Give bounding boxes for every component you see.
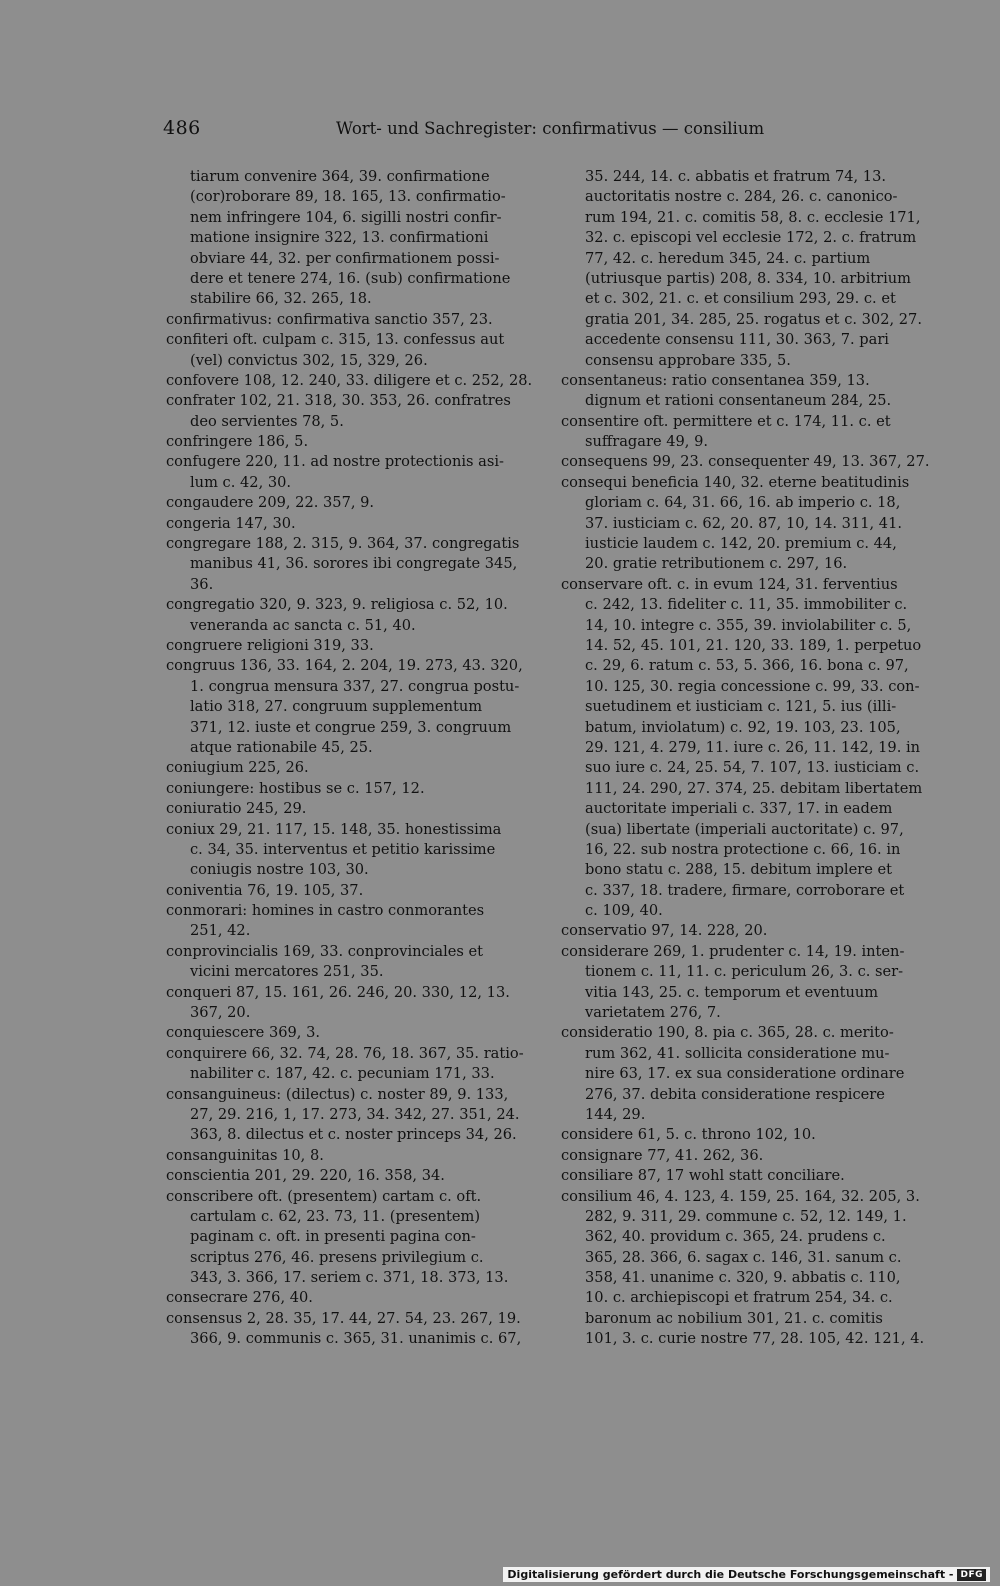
running-title: Wort- und Sachregister: confirmativus — consilium xyxy=(336,119,765,138)
index-continuation-line: atque rationabile 45, 25. xyxy=(190,738,373,756)
index-entry-line: consequi beneficia 140, 32. eterne beatitudinis xyxy=(561,473,910,491)
index-continuation-line: 10. c. archiepiscopi et fratrum 254, 34. c. xyxy=(585,1289,893,1307)
index-continuation-line: 37. iusticiam c. 62, 20. 87, 10, 14. 311, 41. xyxy=(585,514,902,532)
footer-text: Digitalisierung gefördert durch die Deutsche Forschungsgemeinschaft - xyxy=(507,1568,954,1581)
index-continuation-line: accedente consensu 111, 30. 363, 7. pari xyxy=(585,331,889,349)
index-continuation-line: 77, 42. c. heredum 345, 24. c. partium xyxy=(585,249,871,267)
index-continuation-line: tionem c. 11, 11. c. periculum 26, 3. c. ser- xyxy=(585,963,904,981)
index-entry-line: coniventia 76, 19. 105, 37. xyxy=(166,881,364,899)
index-continuation-line: c. 337, 18. tradere, firmare, corroborare et xyxy=(585,881,905,899)
index-continuation-line: nem infringere 104, 6. sigilli nostri confir- xyxy=(190,208,502,226)
index-continuation-line: consensu approbare 335, 5. xyxy=(585,351,791,369)
index-continuation-line: dere et tenere 274, 16. (sub) confirmatione xyxy=(190,269,511,287)
index-continuation-line: 20. gratie retributionem c. 297, 16. xyxy=(585,555,848,573)
index-continuation-line: auctoritatis nostre c. 284, 26. c. canonico- xyxy=(585,188,898,206)
index-entry-line: coniuratio 245, 29. xyxy=(166,800,307,818)
index-entry-line: conprovincialis 169, 33. conprovinciales et xyxy=(166,942,484,960)
index-continuation-line: 358, 41. unanime c. 320, 9. abbatis c. 110, xyxy=(585,1269,901,1287)
index-continuation-line: bono statu c. 288, 15. debitum implere et xyxy=(585,861,892,879)
index-continuation-line: vitia 143, 25. c. temporum et eventuum xyxy=(585,983,879,1001)
index-entry-line: confrater 102, 21. 318, 30. 353, 26. confratres xyxy=(166,392,511,410)
digitization-footer xyxy=(503,1567,990,1582)
index-entry-line: conservatio 97, 14. 228, 20. xyxy=(561,922,768,940)
index-entry-line: congregare 188, 2. 315, 9. 364, 37. congregatis xyxy=(166,535,520,553)
index-continuation-line: (vel) convictus 302, 15, 329, 26. xyxy=(190,351,428,369)
index-continuation-line: nire 63, 17. ex sua consideratione ordinare xyxy=(585,1065,905,1083)
index-continuation-line: cartulam c. 62, 23. 73, 11. (presentem) xyxy=(190,1207,481,1225)
dfg-logo: DFG xyxy=(957,1569,986,1581)
index-continuation-line: (utriusque partis) 208, 8. 334, 10. arbitrium xyxy=(585,269,911,287)
index-continuation-line: 36. xyxy=(190,575,214,593)
index-entry-line: consentaneus: ratio consentanea 359, 13. xyxy=(561,371,870,389)
index-column-left xyxy=(166,167,538,1350)
index-entry-line: congeria 147, 30. xyxy=(166,514,296,532)
index-continuation-line: 32. c. episcopi vel ecclesie 172, 2. c. fratrum xyxy=(585,229,917,247)
index-continuation-line: 144, 29. xyxy=(585,1105,646,1123)
index-entry-line: consilium 46, 4. 123, 4. 159, 25. 164, 32. 205, 3. xyxy=(561,1187,920,1205)
index-entry-line: conquirere 66, 32. 74, 28. 76, 18. 367, 35. ratio- xyxy=(166,1044,524,1062)
index-continuation-line: 111, 24. 290, 27. 374, 25. debitam libertatem xyxy=(585,779,923,797)
index-entry-line: conquiescere 369, 3. xyxy=(166,1024,321,1042)
index-continuation-line: stabilire 66, 32. 265, 18. xyxy=(190,290,372,308)
index-entry-line: congregatio 320, 9. 323, 9. religiosa c. 52, 10. xyxy=(166,596,508,614)
index-continuation-line: 367, 20. xyxy=(190,1004,251,1022)
index-continuation-line: veneranda ac sancta c. 51, 40. xyxy=(190,616,416,634)
index-entry-line: conmorari: homines in castro conmorantes xyxy=(166,902,485,920)
index-entry-line: consideratio 190, 8. pia c. 365, 28. c. merito- xyxy=(561,1024,894,1042)
index-continuation-line: 35. 244, 14. c. abbatis et fratrum 74, 13. xyxy=(585,168,887,185)
index-continuation-line: baronum ac nobilium 301, 21. c. comitis xyxy=(585,1309,883,1327)
index-entry-line: confugere 220, 11. ad nostre protectionis asi- xyxy=(166,453,504,471)
index-continuation-line: matione insignire 322, 13. confirmationi xyxy=(190,229,489,247)
index-entry-line: consecrare 276, 40. xyxy=(166,1289,313,1307)
index-continuation-line: 14, 10. integre c. 355, 39. inviolabiliter c. 5, xyxy=(585,616,912,634)
index-continuation-line: gloriam c. 64, 31. 66, 16. ab imperio c. 18, xyxy=(585,494,901,512)
index-column-right xyxy=(561,167,934,1350)
index-continuation-line: rum 362, 41. sollicita consideratione mu- xyxy=(585,1044,890,1062)
index-continuation-line: varietatem 276, 7. xyxy=(585,1004,721,1022)
index-entry-line: consensus 2, 28. 35, 17. 44, 27. 54, 23. 267, 19. xyxy=(166,1309,521,1327)
index-continuation-line: 371, 12. iuste et congrue 259, 3. congruum xyxy=(190,718,512,736)
index-continuation-line: suffragare 49, 9. xyxy=(585,433,708,451)
index-continuation-line: 343, 3. 366, 17. seriem c. 371, 18. 373, 13. xyxy=(190,1269,509,1287)
index-continuation-line: gratia 201, 34. 285, 25. rogatus et c. 302, 27. xyxy=(585,310,922,328)
index-continuation-line: tiarum convenire 364, 39. confirmatione xyxy=(190,168,490,185)
index-continuation-line: 14. 52, 45. 101, 21. 120, 33. 189, 1. perpetuo xyxy=(585,636,922,654)
index-continuation-line: suo iure c. 24, 25. 54, 7. 107, 13. iusticiam c. xyxy=(585,759,920,777)
index-continuation-line: auctoritate imperiali c. 337, 17. in eadem xyxy=(585,800,893,818)
index-entry-line: coniungere: hostibus se c. 157, 12. xyxy=(166,779,425,797)
index-continuation-line: 27, 29. 216, 1, 17. 273, 34. 342, 27. 351, 24. xyxy=(190,1105,520,1123)
index-entry-line: conscientia 201, 29. 220, 16. 358, 34. xyxy=(166,1167,445,1185)
index-continuation-line: lum c. 42, 30. xyxy=(190,473,292,491)
index-continuation-line: 366, 9. communis c. 365, 31. unanimis c. 67, xyxy=(190,1330,522,1348)
index-continuation-line: et c. 302, 21. c. et consilium 293, 29. c. et xyxy=(585,290,896,308)
index-continuation-line: coniugis nostre 103, 30. xyxy=(190,861,369,879)
index-continuation-line: c. 242, 13. fideliter c. 11, 35. immobiliter c. xyxy=(585,596,908,614)
index-entry-line: congruus 136, 33. 164, 2. 204, 19. 273, 43. 320, xyxy=(166,657,523,675)
index-continuation-line: 251, 42. xyxy=(190,922,251,940)
index-entry-line: consequens 99, 23. consequenter 49, 13. 367, 27. xyxy=(561,453,930,471)
index-entry-line: coniux 29, 21. 117, 15. 148, 35. honestissima xyxy=(166,820,502,838)
index-continuation-line: nabiliter c. 187, 42. c. pecuniam 171, 33. xyxy=(190,1065,495,1083)
index-continuation-line: (sua) libertate (imperiali auctoritate) c. 97, xyxy=(585,820,904,838)
index-continuation-line: paginam c. oft. in presenti pagina con- xyxy=(190,1228,476,1246)
index-entry-line: consentire oft. permittere et c. 174, 11. c. et xyxy=(561,412,891,430)
index-entry-line: confovere 108, 12. 240, 33. diligere et c. 252, 28. xyxy=(166,371,533,389)
index-entry-line: considere 61, 5. c. throno 102, 10. xyxy=(561,1126,816,1144)
index-continuation-line: 363, 8. dilectus et c. noster princeps 34, 26. xyxy=(190,1126,517,1144)
index-continuation-line: dignum et rationi consentaneum 284, 25. xyxy=(585,392,892,410)
index-continuation-line: 101, 3. c. curie nostre 77, 28. 105, 42. 121, 4. xyxy=(585,1330,925,1348)
index-entry-line: congaudere 209, 22. 357, 9. xyxy=(166,494,375,512)
index-continuation-line: vicini mercatores 251, 35. xyxy=(190,963,384,981)
index-entry-line: consanguineus: (dilectus) c. noster 89, 9. 133, xyxy=(166,1085,509,1103)
index-continuation-line: deo servientes 78, 5. xyxy=(190,412,344,430)
index-continuation-line: iusticie laudem c. 142, 20. premium c. 44, xyxy=(585,535,897,553)
index-entry-line: coniugium 225, 26. xyxy=(166,759,309,777)
index-continuation-line: batum, inviolatum) c. 92, 19. 103, 23. 105, xyxy=(585,718,901,736)
index-entry-line: consanguinitas 10, 8. xyxy=(166,1146,324,1164)
index-entry-line: considerare 269, 1. prudenter c. 14, 19. inten- xyxy=(561,942,905,960)
index-entry-line: conscribere oft. (presentem) cartam c. oft. xyxy=(166,1187,482,1205)
index-continuation-line: 29. 121, 4. 279, 11. iure c. 26, 11. 142, 19. in xyxy=(585,738,921,756)
index-entry-line: consiliare 87, 17 wohl statt conciliare. xyxy=(561,1167,845,1185)
index-continuation-line: 282, 9. 311, 29. commune c. 52, 12. 149, 1. xyxy=(585,1207,907,1225)
index-continuation-line: 276, 37. debita consideratione respicere xyxy=(585,1085,885,1103)
index-continuation-line: c. 34, 35. interventus et petitio karissime xyxy=(190,840,496,858)
index-entry-line: confiteri oft. culpam c. 315, 13. confessus aut xyxy=(166,331,505,349)
index-entry-line: conservare oft. c. in evum 124, 31. ferventius xyxy=(561,575,898,593)
index-continuation-line: scriptus 276, 46. presens privilegium c. xyxy=(190,1248,484,1266)
index-entry-line: confringere 186, 5. xyxy=(166,433,309,451)
index-continuation-line: 1. congrua mensura 337, 27. congrua postu- xyxy=(190,677,520,695)
index-continuation-line: c. 29, 6. ratum c. 53, 5. 366, 16. bona c. 97, xyxy=(585,657,909,675)
index-continuation-line: c. 109, 40. xyxy=(585,902,663,920)
index-continuation-line: (cor)roborare 89, 18. 165, 13. confirmatio- xyxy=(190,188,506,206)
index-entry-line: confirmativus: confirmativa sanctio 357, 23. xyxy=(166,310,493,328)
index-continuation-line: 365, 28. 366, 6. sagax c. 146, 31. sanum c. xyxy=(585,1248,902,1266)
index-entry-line: conqueri 87, 15. 161, 26. 246, 20. 330, 12, 13. xyxy=(166,983,510,1001)
page-number: 486 xyxy=(163,117,201,139)
index-continuation-line: 10. 125, 30. regia concessione c. 99, 33. con- xyxy=(585,677,920,695)
index-continuation-line: suetudinem et iusticiam c. 121, 5. ius (illi- xyxy=(585,698,897,716)
index-entry-line: congruere religioni 319, 33. xyxy=(166,636,374,654)
index-continuation-line: 16, 22. sub nostra protectione c. 66, 16. in xyxy=(585,840,901,858)
index-entry-line: consignare 77, 41. 262, 36. xyxy=(561,1146,764,1164)
index-continuation-line: latio 318, 27. congruum supplementum xyxy=(190,698,483,716)
index-continuation-line: manibus 41, 36. sorores ibi congregate 345, xyxy=(190,555,518,573)
index-continuation-line: 362, 40. providum c. 365, 24. prudens c. xyxy=(585,1228,886,1246)
index-continuation-line: obviare 44, 32. per confirmationem possi- xyxy=(190,249,500,267)
index-continuation-line: rum 194, 21. c. comitis 58, 8. c. ecclesie 171, xyxy=(585,208,921,226)
